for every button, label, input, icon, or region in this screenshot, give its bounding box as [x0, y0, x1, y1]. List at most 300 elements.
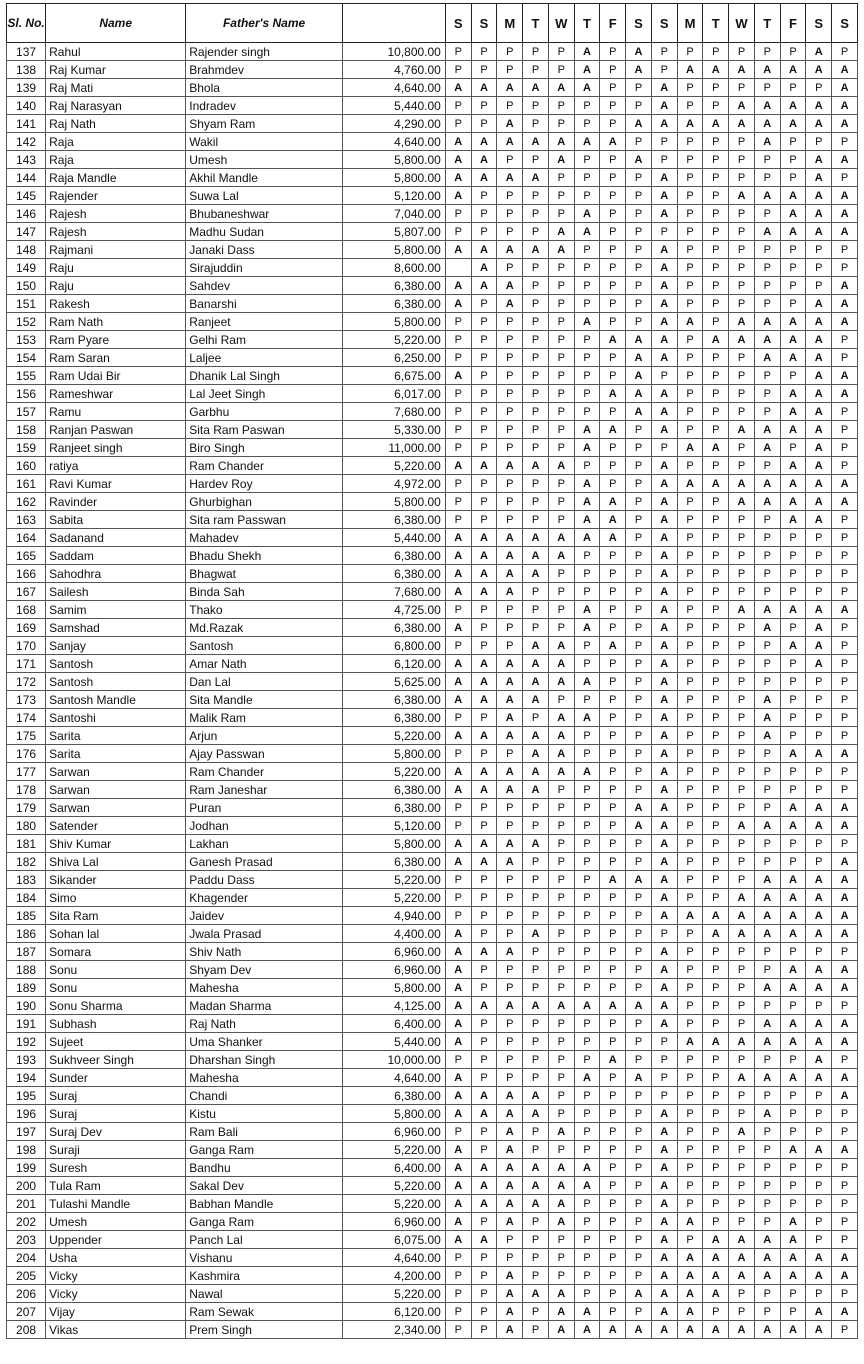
sl-cell: 201 [7, 1195, 46, 1213]
attendance-cell: A [445, 1141, 471, 1159]
attendance-cell: P [677, 709, 703, 727]
attendance-cell: P [754, 277, 780, 295]
amount-cell: 6,400.00 [342, 1159, 445, 1177]
attendance-cell: P [574, 457, 600, 475]
attendance-cell: P [832, 169, 858, 187]
name-cell: Sailesh [46, 583, 186, 601]
attendance-cell: P [780, 763, 806, 781]
attendance-cell: P [574, 727, 600, 745]
attendance-cell: A [832, 799, 858, 817]
attendance-cell: P [548, 259, 574, 277]
attendance-cell: P [497, 601, 523, 619]
attendance-cell: P [445, 205, 471, 223]
attendance-cell: P [445, 601, 471, 619]
attendance-cell: P [677, 259, 703, 277]
attendance-cell: A [651, 583, 677, 601]
attendance-cell: P [677, 691, 703, 709]
attendance-cell: A [703, 475, 729, 493]
attendance-cell: P [523, 943, 549, 961]
attendance-cell: A [806, 511, 832, 529]
attendance-cell: A [806, 1141, 832, 1159]
table-row [7, 925, 858, 943]
attendance-cell: A [497, 691, 523, 709]
attendance-cell: A [832, 871, 858, 889]
amount-cell: 4,940.00 [342, 907, 445, 925]
attendance-cell: A [497, 457, 523, 475]
father-name-cell: Md.Razak [186, 619, 343, 637]
attendance-cell: P [523, 295, 549, 313]
attendance-cell: A [806, 367, 832, 385]
attendance-cell: A [806, 889, 832, 907]
attendance-cell: P [754, 835, 780, 853]
header-day: S [832, 4, 858, 43]
attendance-cell: P [626, 835, 652, 853]
attendance-cell: P [780, 1123, 806, 1141]
attendance-cell: P [832, 997, 858, 1015]
sl-cell: 183 [7, 871, 46, 889]
attendance-cell: A [806, 601, 832, 619]
attendance-cell: P [445, 907, 471, 925]
attendance-cell: A [497, 1141, 523, 1159]
name-cell: Rajesh [46, 223, 186, 241]
amount-cell: 6,960.00 [342, 961, 445, 979]
attendance-cell: P [548, 799, 574, 817]
attendance-cell: A [832, 295, 858, 313]
attendance-cell: P [806, 943, 832, 961]
attendance-cell: P [471, 403, 497, 421]
attendance-cell: A [548, 1123, 574, 1141]
sl-cell: 180 [7, 817, 46, 835]
attendance-cell: P [471, 187, 497, 205]
attendance-cell: A [806, 151, 832, 169]
attendance-cell: P [806, 565, 832, 583]
attendance-cell: P [497, 1231, 523, 1249]
attendance-cell: P [677, 403, 703, 421]
sl-cell: 174 [7, 709, 46, 727]
father-name-cell: Banarshi [186, 295, 343, 313]
table-row [7, 61, 858, 79]
attendance-cell: P [600, 547, 626, 565]
header-day: T [703, 4, 729, 43]
attendance-cell: A [523, 1285, 549, 1303]
amount-cell: 4,200.00 [342, 1267, 445, 1285]
attendance-cell: P [677, 763, 703, 781]
attendance-cell: A [574, 493, 600, 511]
attendance-cell: A [574, 133, 600, 151]
attendance-cell: P [780, 1105, 806, 1123]
table-row [7, 673, 858, 691]
attendance-cell: A [729, 331, 755, 349]
name-cell: Uppender [46, 1231, 186, 1249]
attendance-cell: P [574, 1195, 600, 1213]
attendance-cell: P [832, 781, 858, 799]
table-row [7, 853, 858, 871]
amount-cell: 6,380.00 [342, 295, 445, 313]
attendance-cell: A [523, 727, 549, 745]
attendance-cell: P [677, 871, 703, 889]
attendance-cell: A [497, 709, 523, 727]
attendance-cell: P [548, 61, 574, 79]
attendance-cell: P [523, 439, 549, 457]
attendance-cell: A [626, 1069, 652, 1087]
table-row [7, 511, 858, 529]
attendance-cell: P [780, 1303, 806, 1321]
attendance-cell: A [471, 583, 497, 601]
attendance-cell: P [651, 43, 677, 61]
name-cell: Suraj [46, 1087, 186, 1105]
attendance-cell: P [574, 331, 600, 349]
father-name-cell: Hardev Roy [186, 475, 343, 493]
table-row [7, 1033, 858, 1051]
amount-cell: 5,220.00 [342, 889, 445, 907]
attendance-cell: A [497, 727, 523, 745]
father-name-cell: Ghurbighan [186, 493, 343, 511]
attendance-cell: P [548, 907, 574, 925]
attendance-cell: P [548, 367, 574, 385]
attendance-cell: P [626, 79, 652, 97]
table-row [7, 331, 858, 349]
attendance-cell: P [600, 745, 626, 763]
attendance-cell: P [626, 655, 652, 673]
attendance-cell: P [626, 1105, 652, 1123]
sl-cell: 160 [7, 457, 46, 475]
amount-cell: 6,800.00 [342, 637, 445, 655]
attendance-cell: P [497, 817, 523, 835]
attendance-cell: P [754, 1177, 780, 1195]
attendance-cell: A [651, 241, 677, 259]
father-name-cell: Ram Chander [186, 763, 343, 781]
attendance-cell: A [497, 1195, 523, 1213]
attendance-cell: A [729, 1249, 755, 1267]
attendance-cell: A [651, 763, 677, 781]
attendance-cell: P [703, 43, 729, 61]
attendance-cell: P [729, 583, 755, 601]
attendance-cell: P [548, 277, 574, 295]
name-cell: Vicky [46, 1267, 186, 1285]
attendance-cell: A [471, 133, 497, 151]
attendance-cell: P [703, 691, 729, 709]
name-cell: Ravi Kumar [46, 475, 186, 493]
table-row [7, 1087, 858, 1105]
attendance-cell: A [626, 997, 652, 1015]
attendance-cell: A [677, 1267, 703, 1285]
attendance-cell: A [471, 547, 497, 565]
attendance-cell: P [677, 1087, 703, 1105]
attendance-cell: A [677, 1249, 703, 1267]
attendance-cell: A [754, 61, 780, 79]
sl-cell: 188 [7, 961, 46, 979]
attendance-cell: P [574, 925, 600, 943]
attendance-cell: P [523, 313, 549, 331]
name-cell: Umesh [46, 1213, 186, 1231]
father-name-cell: Dan Lal [186, 673, 343, 691]
name-cell: Vicky [46, 1285, 186, 1303]
attendance-cell: A [832, 475, 858, 493]
attendance-cell: P [445, 493, 471, 511]
attendance-cell: A [651, 727, 677, 745]
attendance-cell: P [523, 115, 549, 133]
attendance-cell: A [703, 1267, 729, 1285]
attendance-cell: P [703, 205, 729, 223]
sl-cell: 204 [7, 1249, 46, 1267]
father-name-cell: Sakal Dev [186, 1177, 343, 1195]
table-row [7, 151, 858, 169]
name-cell: Raj Nath [46, 115, 186, 133]
attendance-cell: A [471, 763, 497, 781]
attendance-cell: P [703, 259, 729, 277]
attendance-cell: A [574, 997, 600, 1015]
attendance-cell: P [600, 1105, 626, 1123]
attendance-cell: A [806, 295, 832, 313]
father-name-cell: Brahmdev [186, 61, 343, 79]
attendance-cell: P [471, 43, 497, 61]
attendance-cell: P [523, 889, 549, 907]
attendance-table [6, 3, 858, 1339]
attendance-cell: P [471, 97, 497, 115]
attendance-cell: P [626, 1267, 652, 1285]
attendance-cell: P [754, 997, 780, 1015]
name-cell: Vikas [46, 1321, 186, 1339]
attendance-cell: P [780, 1195, 806, 1213]
attendance-cell: P [780, 295, 806, 313]
attendance-cell: A [651, 115, 677, 133]
attendance-cell: P [600, 619, 626, 637]
attendance-cell: P [626, 1177, 652, 1195]
attendance-cell: P [729, 1087, 755, 1105]
attendance-cell: P [574, 295, 600, 313]
attendance-cell: A [445, 673, 471, 691]
attendance-cell: A [832, 79, 858, 97]
attendance-cell: P [523, 799, 549, 817]
attendance-cell: P [574, 1213, 600, 1231]
attendance-cell: P [703, 619, 729, 637]
amount-cell: 6,960.00 [342, 1123, 445, 1141]
attendance-cell: P [445, 61, 471, 79]
name-cell: Raja [46, 133, 186, 151]
attendance-cell: P [729, 277, 755, 295]
attendance-cell: P [548, 781, 574, 799]
attendance-cell: A [754, 1105, 780, 1123]
attendance-cell: P [806, 1231, 832, 1249]
attendance-cell: A [780, 475, 806, 493]
attendance-cell: P [832, 1123, 858, 1141]
table-row [7, 421, 858, 439]
father-name-cell: Amar Nath [186, 655, 343, 673]
attendance-cell: A [445, 1213, 471, 1231]
father-name-cell: Lal Jeet Singh [186, 385, 343, 403]
table-row [7, 1141, 858, 1159]
sl-cell: 162 [7, 493, 46, 511]
attendance-cell: P [600, 1231, 626, 1249]
attendance-cell: P [703, 367, 729, 385]
attendance-cell: P [677, 421, 703, 439]
attendance-cell: P [703, 1105, 729, 1123]
amount-cell: 5,800.00 [342, 169, 445, 187]
attendance-cell: P [754, 745, 780, 763]
sl-cell: 164 [7, 529, 46, 547]
name-cell: Sanjay [46, 637, 186, 655]
attendance-cell: P [729, 1303, 755, 1321]
attendance-cell: P [574, 655, 600, 673]
table-row [7, 79, 858, 97]
attendance-cell: P [626, 133, 652, 151]
father-name-cell: Shyam Dev [186, 961, 343, 979]
attendance-cell: P [523, 601, 549, 619]
amount-cell: 5,800.00 [342, 151, 445, 169]
attendance-cell: A [523, 565, 549, 583]
attendance-cell: A [806, 439, 832, 457]
attendance-cell: P [626, 169, 652, 187]
attendance-cell: P [497, 475, 523, 493]
father-name-cell: Malik Ram [186, 709, 343, 727]
attendance-cell: P [497, 313, 523, 331]
attendance-cell: P [780, 943, 806, 961]
name-cell: Sadanand [46, 529, 186, 547]
table-row [7, 565, 858, 583]
table-row [7, 1105, 858, 1123]
attendance-cell: A [574, 475, 600, 493]
attendance-cell: P [497, 331, 523, 349]
attendance-cell: P [471, 61, 497, 79]
attendance-cell: P [600, 1123, 626, 1141]
attendance-cell: P [574, 1231, 600, 1249]
attendance-cell: A [445, 169, 471, 187]
amount-cell: 6,380.00 [342, 277, 445, 295]
name-cell: Shiv Kumar [46, 835, 186, 853]
attendance-cell: P [806, 259, 832, 277]
attendance-cell: P [729, 655, 755, 673]
attendance-cell: P [471, 1141, 497, 1159]
attendance-cell: P [703, 295, 729, 313]
attendance-cell: A [471, 457, 497, 475]
attendance-cell: A [626, 43, 652, 61]
table-row [7, 1321, 858, 1339]
attendance-cell: P [574, 1087, 600, 1105]
attendance-cell: P [600, 979, 626, 997]
attendance-cell: P [548, 421, 574, 439]
attendance-cell: P [754, 151, 780, 169]
attendance-cell: P [703, 943, 729, 961]
attendance-cell: P [497, 1249, 523, 1267]
attendance-cell: P [471, 421, 497, 439]
attendance-cell: P [703, 1123, 729, 1141]
attendance-cell: P [754, 295, 780, 313]
attendance-cell: P [548, 295, 574, 313]
attendance-cell: A [651, 511, 677, 529]
attendance-cell: P [523, 223, 549, 241]
attendance-cell: P [677, 799, 703, 817]
attendance-cell: A [651, 1015, 677, 1033]
attendance-cell: A [574, 313, 600, 331]
amount-cell: 7,680.00 [342, 583, 445, 601]
attendance-cell: P [729, 43, 755, 61]
sl-cell: 169 [7, 619, 46, 637]
attendance-cell: A [780, 1249, 806, 1267]
attendance-cell: P [729, 637, 755, 655]
sl-cell: 176 [7, 745, 46, 763]
attendance-cell: A [780, 331, 806, 349]
attendance-cell: A [651, 997, 677, 1015]
attendance-cell: A [574, 61, 600, 79]
amount-cell: 4,640.00 [342, 1249, 445, 1267]
attendance-cell: A [729, 115, 755, 133]
attendance-cell: A [651, 565, 677, 583]
attendance-cell: P [754, 79, 780, 97]
attendance-cell: P [574, 97, 600, 115]
attendance-cell: A [832, 1087, 858, 1105]
header-sl: Sl. No. [7, 4, 46, 43]
attendance-cell: P [806, 997, 832, 1015]
attendance-cell: A [677, 115, 703, 133]
attendance-cell: P [445, 331, 471, 349]
amount-cell: 4,290.00 [342, 115, 445, 133]
attendance-cell: A [651, 1177, 677, 1195]
amount-cell: 5,440.00 [342, 1033, 445, 1051]
attendance-cell: P [703, 421, 729, 439]
attendance-cell: P [471, 331, 497, 349]
father-name-cell: Jaidev [186, 907, 343, 925]
attendance-cell: P [703, 385, 729, 403]
attendance-cell: A [754, 925, 780, 943]
amount-cell: 6,380.00 [342, 691, 445, 709]
attendance-cell: P [754, 799, 780, 817]
attendance-cell: P [626, 259, 652, 277]
attendance-cell: P [445, 349, 471, 367]
amount-cell: 5,440.00 [342, 529, 445, 547]
name-cell: Sita Ram [46, 907, 186, 925]
attendance-cell: P [832, 259, 858, 277]
attendance-cell: P [600, 259, 626, 277]
attendance-cell: A [780, 61, 806, 79]
attendance-cell: P [523, 871, 549, 889]
attendance-cell: A [626, 61, 652, 79]
attendance-cell: P [600, 1249, 626, 1267]
name-cell: Suraji [46, 1141, 186, 1159]
amount-cell: 5,220.00 [342, 1177, 445, 1195]
attendance-cell: P [523, 1267, 549, 1285]
amount-cell: 10,000.00 [342, 1051, 445, 1069]
attendance-cell: A [445, 763, 471, 781]
attendance-cell: A [780, 1141, 806, 1159]
sl-cell: 177 [7, 763, 46, 781]
attendance-cell: A [780, 925, 806, 943]
attendance-cell: P [806, 1087, 832, 1105]
attendance-cell: A [754, 889, 780, 907]
attendance-cell: A [754, 1321, 780, 1339]
name-cell: Raj Narasyan [46, 97, 186, 115]
attendance-cell: P [600, 1015, 626, 1033]
header-day: M [497, 4, 523, 43]
sl-cell: 206 [7, 1285, 46, 1303]
attendance-cell: P [626, 925, 652, 943]
attendance-cell: P [677, 241, 703, 259]
attendance-cell: P [754, 547, 780, 565]
attendance-cell: A [651, 961, 677, 979]
attendance-cell: P [780, 259, 806, 277]
attendance-cell: P [471, 349, 497, 367]
amount-cell: 6,380.00 [342, 547, 445, 565]
attendance-cell: P [626, 295, 652, 313]
attendance-cell: P [754, 1087, 780, 1105]
attendance-cell: A [651, 79, 677, 97]
attendance-cell: P [806, 673, 832, 691]
attendance-cell: P [548, 871, 574, 889]
father-name-cell: Khagender [186, 889, 343, 907]
attendance-cell: P [703, 961, 729, 979]
attendance-cell: P [471, 979, 497, 997]
attendance-cell: A [651, 547, 677, 565]
name-cell: Sikander [46, 871, 186, 889]
